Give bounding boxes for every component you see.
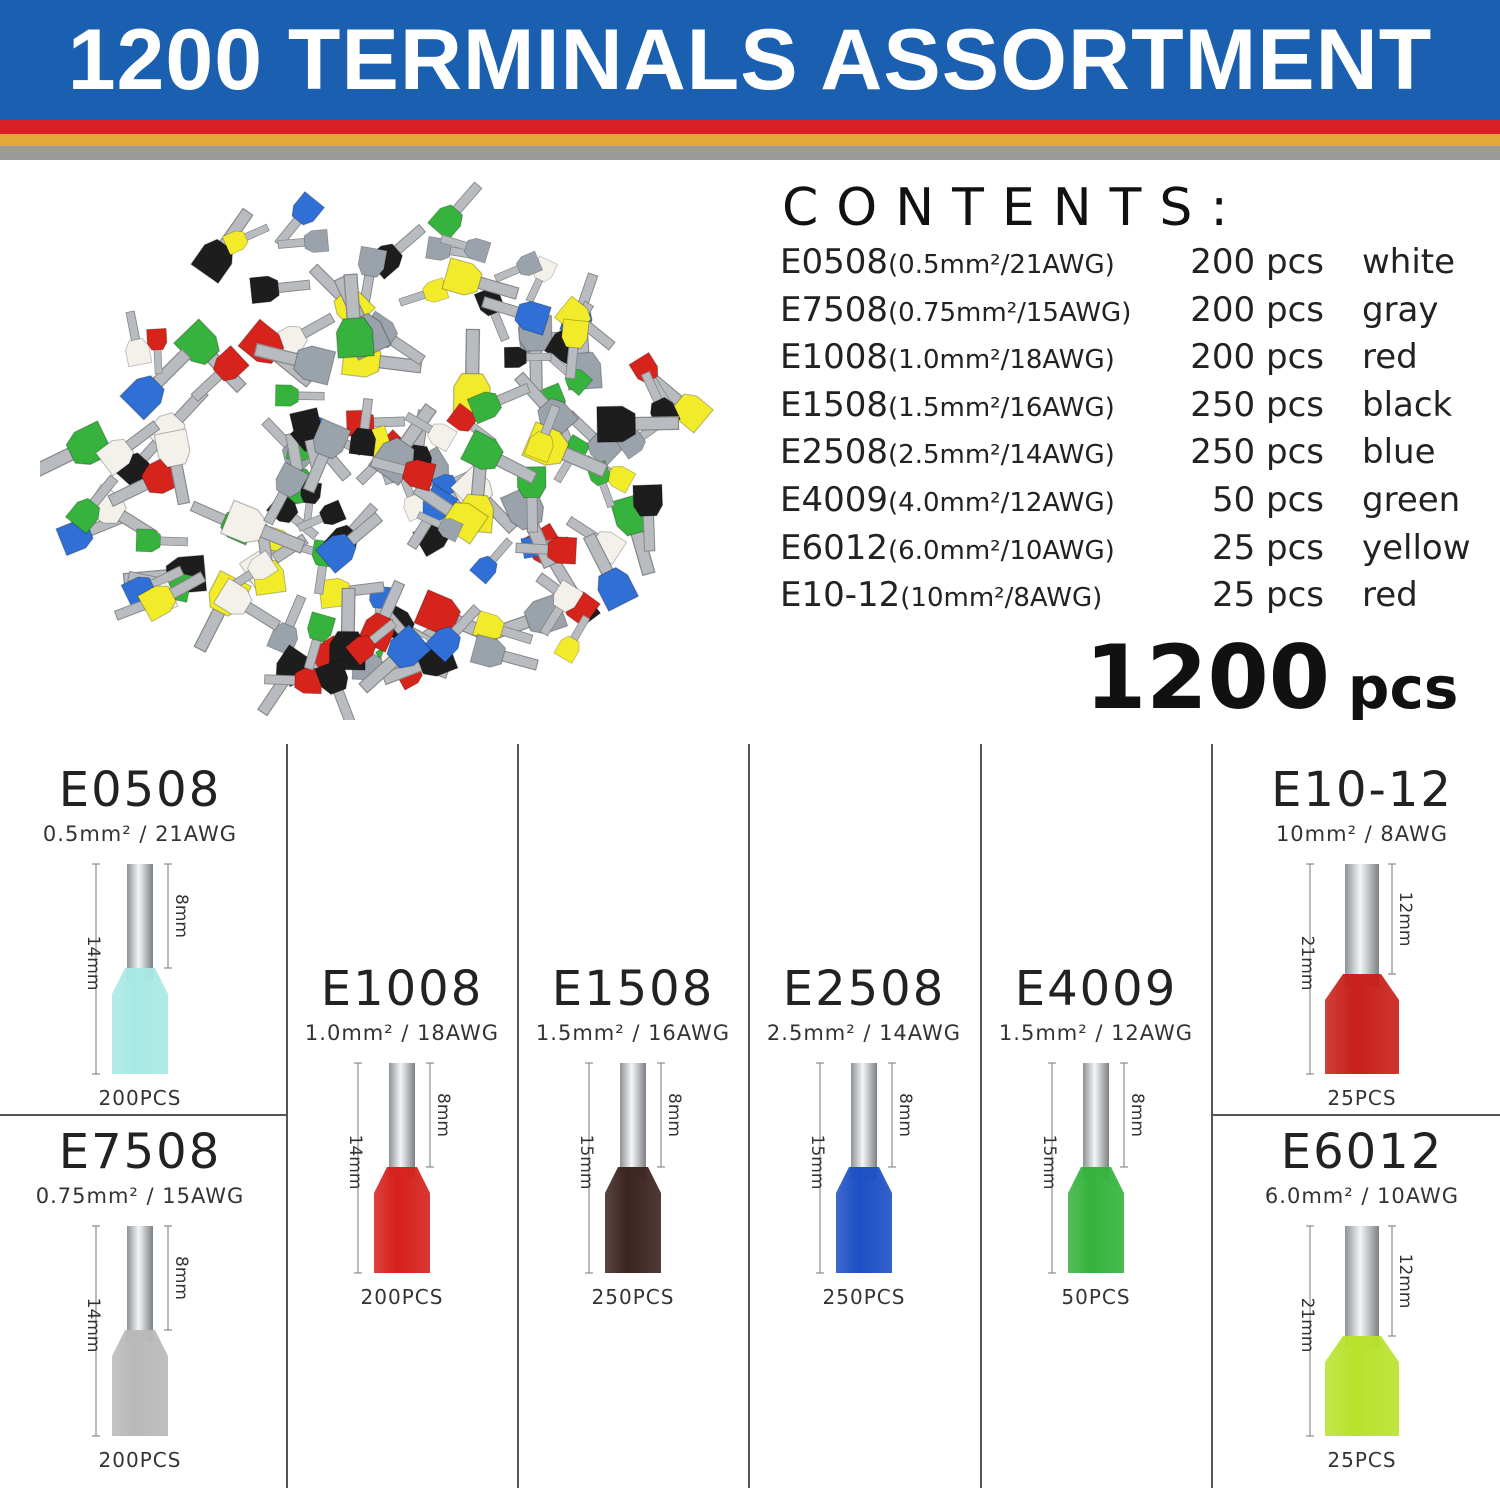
- ferrule-sleeve: [1325, 1336, 1399, 1436]
- contents-color: yellow: [1362, 527, 1471, 568]
- total-length-label: 14mm: [345, 1134, 365, 1190]
- contents-spec: (6.0mm²/10AWG): [888, 535, 1115, 566]
- contents-spec: (0.5mm²/21AWG): [888, 250, 1115, 280]
- contents-spec: (1.0mm²/18AWG): [888, 345, 1115, 376]
- contents-row: [780, 575, 1490, 621]
- contents-qty: 25 pcs: [1211, 527, 1324, 568]
- total-length-label: 15mm: [576, 1134, 596, 1190]
- ferrule-pin: [1345, 1226, 1379, 1348]
- pile-ferrule: [470, 533, 518, 584]
- contents-qty: 250 pcs: [1190, 384, 1324, 425]
- terminal-card-e4009: [981, 955, 1211, 1315]
- ferrule-pin: [389, 1063, 415, 1179]
- terminal-quantity: 250PCS: [591, 1285, 675, 1309]
- pin-length-label: 8mm: [664, 1093, 684, 1137]
- contents-row: [780, 242, 1490, 288]
- pin-length-label: 8mm: [171, 894, 191, 938]
- ferrule-pin: [1083, 1063, 1109, 1179]
- total-count: [1085, 626, 1458, 729]
- pile-ferrule: [275, 385, 324, 407]
- ferrule-drawing: [518, 1055, 748, 1285]
- total-number: 1200: [1085, 626, 1330, 729]
- ferrule-drawing: [749, 1055, 979, 1285]
- contents-code: E2508(2.5mm²/14AWG): [780, 432, 1115, 473]
- banner-title: 1200 TERMINALS ASSORTMENT: [67, 12, 1433, 108]
- pile-ferrule: [250, 272, 311, 304]
- contents-code: E4009(4.0mm²/12AWG): [780, 480, 1115, 520]
- ferrule-pin: [851, 1063, 877, 1179]
- pin-length-label: 8mm: [1127, 1093, 1147, 1137]
- terminal-quantity: 200PCS: [360, 1285, 444, 1309]
- contents-qty: 50 pcs: [1211, 480, 1324, 520]
- contents-color: green: [1362, 480, 1461, 520]
- total-unit: pcs: [1347, 654, 1459, 722]
- pin-length-label: 12mm: [1395, 1253, 1415, 1309]
- terminals-pile-photo: [40, 180, 720, 720]
- terminal-quantity: 250PCS: [822, 1285, 906, 1309]
- terminal-quantity: 25PCS: [1327, 1448, 1397, 1472]
- terminal-spec: 0.5mm² / 21AWG: [42, 822, 238, 846]
- contents-spec: (4.0mm²/12AWG): [888, 488, 1115, 518]
- total-length-label: 14mm: [83, 1297, 103, 1353]
- contents-code: E1008(1.0mm²/18AWG): [780, 337, 1115, 378]
- ferrule-drawing: [1247, 856, 1477, 1086]
- terminal-card-e7508: [25, 1118, 255, 1478]
- terminal-spec: 1.0mm² / 18AWG: [304, 1021, 500, 1045]
- ferrule-sleeve: [1325, 974, 1399, 1074]
- contents-qty: 200 pcs: [1190, 337, 1324, 378]
- stripe-yellow: [0, 134, 1500, 146]
- terminal-name: E2508: [782, 961, 946, 1017]
- ferrule-sleeve: [605, 1167, 661, 1273]
- terminal-spec: 0.75mm² / 15AWG: [35, 1184, 245, 1208]
- terminal-name: E10-12: [1271, 762, 1453, 818]
- terminal-spec: 2.5mm² / 14AWG: [766, 1021, 962, 1045]
- grid-divider: [1211, 744, 1213, 1488]
- total-length-label: 15mm: [807, 1134, 827, 1190]
- ferrule-drawing: [1247, 1218, 1477, 1448]
- terminal-name: E6012: [1280, 1124, 1444, 1180]
- terminal-card-e1508: [518, 955, 748, 1315]
- contents-row: [780, 528, 1490, 574]
- contents-qty: 200 pcs: [1190, 242, 1324, 282]
- header-banner: [0, 0, 1500, 120]
- contents-title: CONTENTS:: [782, 178, 1246, 238]
- terminal-card-e2508: [749, 955, 979, 1315]
- total-length-label: 21mm: [1297, 935, 1317, 991]
- contents-color: red: [1362, 337, 1418, 378]
- contents-row: [780, 290, 1490, 336]
- contents-qty: 250 pcs: [1190, 432, 1324, 473]
- ferrule-drawing: [25, 856, 255, 1086]
- pin-length-label: 8mm: [895, 1093, 915, 1137]
- ferrule-drawing: [25, 1218, 255, 1448]
- contents-qty: 200 pcs: [1190, 289, 1324, 330]
- terminal-spec: 6.0mm² / 10AWG: [1264, 1184, 1460, 1208]
- total-length-label: 15mm: [1039, 1134, 1059, 1190]
- contents-color: blue: [1362, 432, 1436, 473]
- contents-spec: (10mm²/8AWG): [900, 583, 1103, 614]
- pin-length-label: 8mm: [433, 1093, 453, 1137]
- terminal-card-e1008: [287, 955, 517, 1315]
- contents-row: [780, 337, 1490, 383]
- terminal-name: E0508: [58, 762, 222, 818]
- ferrule-pin: [127, 1226, 153, 1342]
- ferrule-drawing: [981, 1055, 1211, 1285]
- terminal-name: E1508: [551, 961, 715, 1017]
- contents-row: [780, 432, 1490, 478]
- contents-code: E7508(0.75mm²/15AWG): [780, 289, 1132, 330]
- ferrule-sleeve: [112, 968, 168, 1074]
- ferrule-pin: [127, 864, 153, 980]
- ferrule-pin: [1345, 864, 1379, 986]
- pile-ferrule: [397, 278, 449, 313]
- ferrule-sleeve: [1068, 1167, 1124, 1273]
- ferrule-drawing: [287, 1055, 517, 1285]
- contents-spec: (2.5mm²/14AWG): [888, 440, 1115, 471]
- terminal-card-e6012: [1247, 1118, 1477, 1478]
- terminal-spec: 1.5mm² / 12AWG: [998, 1021, 1194, 1045]
- contents-spec: (1.5mm²/16AWG): [888, 392, 1115, 423]
- contents-row: [780, 480, 1490, 526]
- terminal-name: E4009: [1014, 961, 1178, 1017]
- ferrule-sleeve: [374, 1167, 430, 1273]
- terminal-quantity: 200PCS: [98, 1448, 182, 1472]
- contents-code: E1508(1.5mm²/16AWG): [780, 384, 1115, 425]
- total-length-label: 14mm: [83, 935, 103, 991]
- contents-spec: (0.75mm²/15AWG): [888, 297, 1132, 328]
- ferrule-sleeve: [836, 1167, 892, 1273]
- contents-color: white: [1362, 242, 1456, 282]
- contents-color: red: [1362, 575, 1418, 616]
- contents-code: E0508(0.5mm²/21AWG): [780, 242, 1115, 282]
- stripe-red: [0, 120, 1500, 134]
- terminal-quantity: 200PCS: [98, 1086, 182, 1110]
- contents-qty: 25 pcs: [1211, 575, 1324, 616]
- contents-row: [780, 385, 1490, 431]
- terminal-quantity: 50PCS: [1061, 1285, 1131, 1309]
- stripe-gray: [0, 146, 1500, 160]
- contents-color: gray: [1362, 289, 1439, 330]
- ferrule-pin: [620, 1063, 646, 1179]
- ferrule-sleeve: [112, 1330, 168, 1436]
- contents-code: E6012(6.0mm²/10AWG): [780, 527, 1115, 568]
- terminal-card-e1012: [1247, 756, 1477, 1116]
- terminal-name: E1008: [320, 961, 484, 1017]
- contents-color: black: [1362, 384, 1453, 425]
- terminal-name: E7508: [58, 1124, 222, 1180]
- contents-code: E10-12(10mm²/8AWG): [780, 575, 1103, 616]
- terminal-card-e0508: [25, 756, 255, 1116]
- terminal-spec: 1.5mm² / 16AWG: [535, 1021, 731, 1045]
- pin-length-label: 12mm: [1395, 891, 1415, 947]
- terminal-spec: 10mm² / 8AWG: [1275, 822, 1449, 846]
- terminal-quantity: 25PCS: [1327, 1086, 1397, 1110]
- pile-ferrule: [428, 180, 489, 240]
- total-length-label: 21mm: [1297, 1297, 1317, 1353]
- pile-ferrule: [136, 529, 188, 553]
- pin-length-label: 8mm: [171, 1256, 191, 1300]
